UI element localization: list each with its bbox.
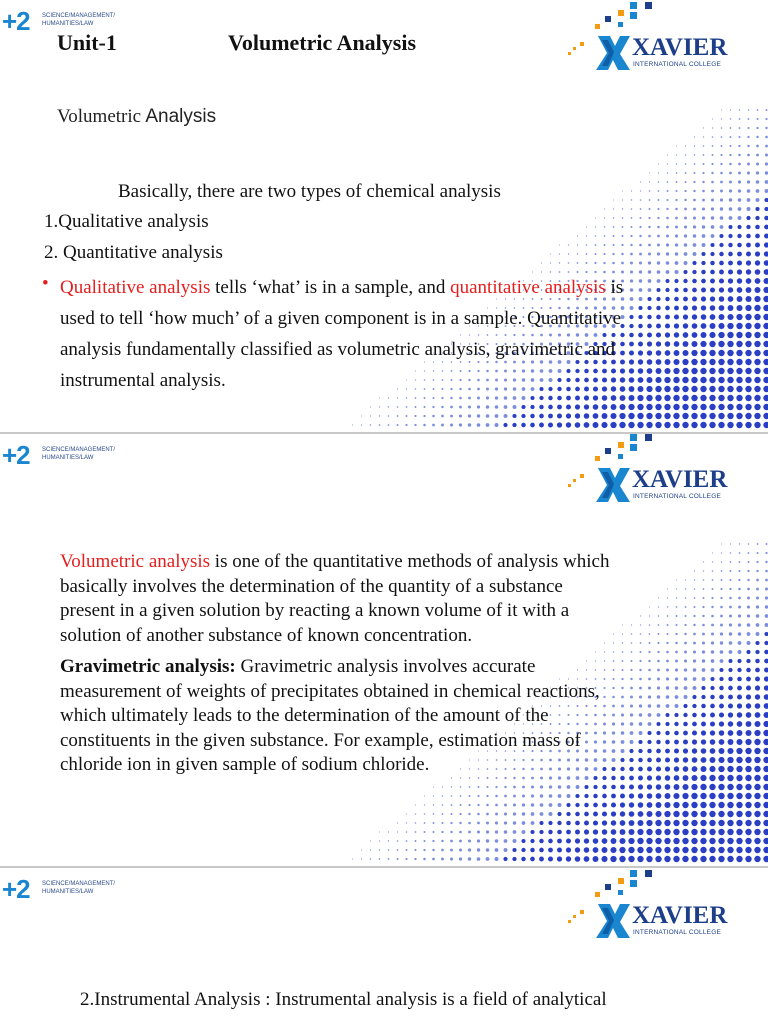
intro-text: Basically, there are two types of chemical analysis: [118, 181, 501, 202]
college-logo: [560, 870, 740, 940]
slide-subtitle: Volumetric Analysis: [57, 106, 217, 127]
college-name: XAVIER: [632, 34, 728, 61]
page-title: Volumetric Analysis: [228, 30, 417, 55]
college-subtitle: INTERNATIONAL COLLEGE: [633, 929, 721, 936]
bullet-paragraph: Qualitative analysis tells ‘what’ is in a sample, and quantitative analysis is used to tell ‘how much’ of a given component is in a sample. Quantitative analysis fundamentally classified as volumetric analysis, gravimetric and instrumental analysis.: [60, 277, 624, 391]
slide-2: [0, 434, 768, 866]
bullet-icon: •: [42, 273, 49, 294]
volumetric-paragraph: Volumetric analysis is one of the quantitative methods of analysis which basically involves the determination of the quantity of a substance present in a given solution by reacting a known volume of it with a solution of another substance of known concentration.: [60, 551, 610, 646]
college-subtitle: INTERNATIONAL COLLEGE: [633, 61, 721, 68]
college-logo: [560, 2, 740, 72]
streams-text: SCIENCE/MANAGEMENT/ HUMANITIES/LAW: [42, 881, 116, 895]
gravimetric-paragraph: Gravimetric analysis: Gravimetric analysis involves accurate measurement of weights of precipitates obtained in chemical reactions, which ultimately leads to the determination of the amount of the constituents in the given substance. For example, estimation mass of chloride ion in given sample of sodium chloride.: [60, 656, 600, 775]
unit-label: Unit-1: [57, 30, 117, 55]
plus-two-logo: +2: [2, 6, 30, 36]
instrumental-paragraph: 2.Instrumental Analysis : Instrumental analysis is a field of analytical: [80, 989, 607, 1010]
streams-text: SCIENCE/MANAGEMENT/ HUMANITIES/LAW: [42, 447, 116, 461]
list-item-qualitative: 1.Qualitative analysis: [44, 211, 209, 232]
college-logo: [560, 434, 740, 504]
streams-text: SCIENCE/MANAGEMENT/ HUMANITIES/LAW: [42, 13, 116, 27]
slide-1: [0, 0, 768, 432]
college-name: XAVIER: [632, 466, 728, 493]
list-item-quantitative: 2. Quantitative analysis: [44, 242, 223, 263]
college-subtitle: INTERNATIONAL COLLEGE: [633, 493, 721, 500]
plus-two-logo: +2: [2, 874, 30, 904]
plus-two-logo: +2: [2, 440, 30, 470]
college-name: XAVIER: [632, 902, 728, 929]
slide-3: [0, 868, 768, 1024]
